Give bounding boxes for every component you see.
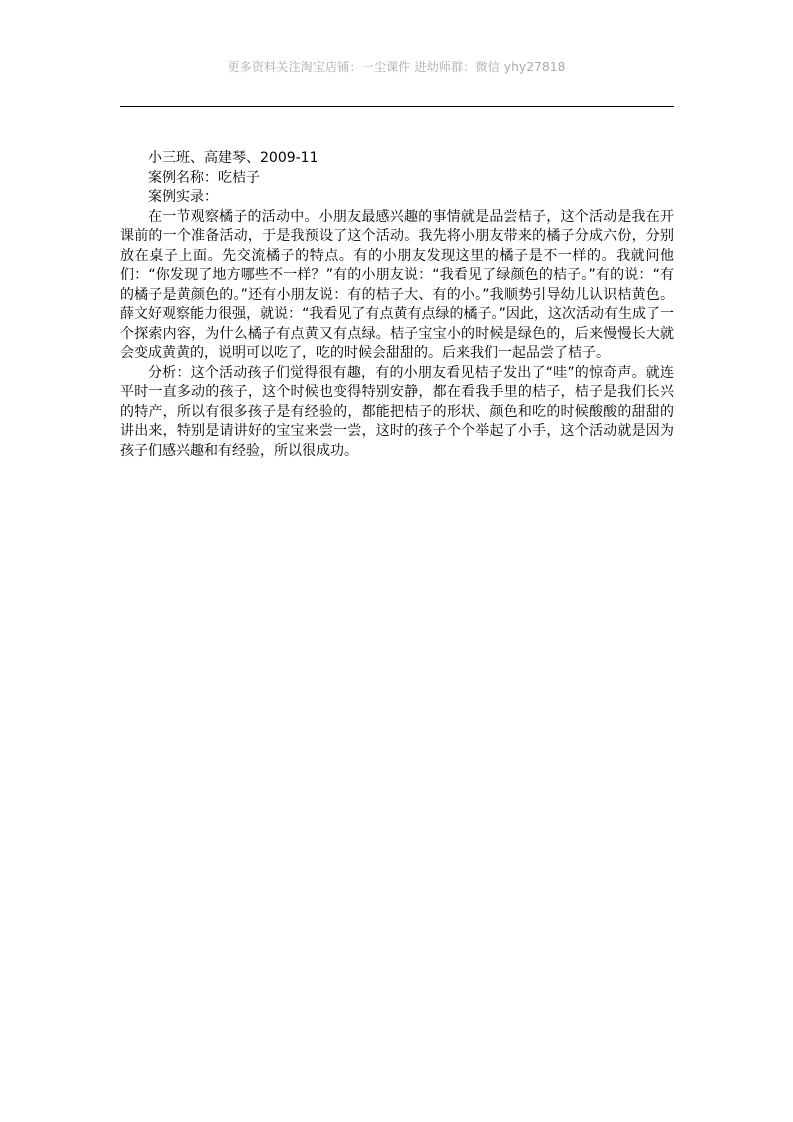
record-label: 案例实录： <box>148 189 218 205</box>
analysis-paragraph: 分析：这个活动孩子们觉得很有趣，有的小朋友看见桔子发出了“哇”的惊奇声。就连平时一直多动的孩子，这个时候也变得特别安静，都在看我手里的桔子，桔子是我们长兴的特产，所以有很多孩子是有经验的，都能把桔子的形状、颜色和吃的时候酸酸的甜甜的讲出来，特别是请讲好的宝宝来尝一尝，这时的孩子个个举起了小手，这个活动就是因为孩子们感兴趣和有经验，所以很成功。 <box>120 364 674 459</box>
record-paragraph: 在一节观察橘子的活动中。小朋友最感兴趣的事情就是品尝桔子，这个活动是我在开课前的一个准备活动，于是我预设了这个活动。我先将小朋友带来的橘子分成六份，分别放在桌子上面。先交流橘子的特点。有的小朋友发现这里的橘子是不一样的。我就问他们：“你发现了地方哪些不一样？”有的小朋友说：“我看见了绿颜色的桔子。”有的说：“有的橘子是黄颜色的。”还有小朋友说：有的桔子大、有的小。”我顺势引导幼儿认识桔黄色。薛文好观察能力很强，就说：“我看见了有点黄有点绿的橘子。”因此，这次活动有生成了一个探索内容，为什么橘子有点黄又有点绿。桔子宝宝小的时候是绿色的，后来慢慢长大就会变成黄黄的，说明可以吃了，吃的时候会甜甜的。后来我们一起品尝了桔子。 <box>120 208 674 361</box>
meta-line: 小三班、高建琴、2009-11 <box>148 150 319 166</box>
header-divider <box>120 106 674 107</box>
page-header-watermark: 更多资料关注淘宝店铺：一尘课件 进幼师群：微信 yhy27818 <box>227 60 566 74</box>
case-name: 案例名称：吃桔子 <box>148 169 260 186</box>
document-body <box>120 149 674 461</box>
